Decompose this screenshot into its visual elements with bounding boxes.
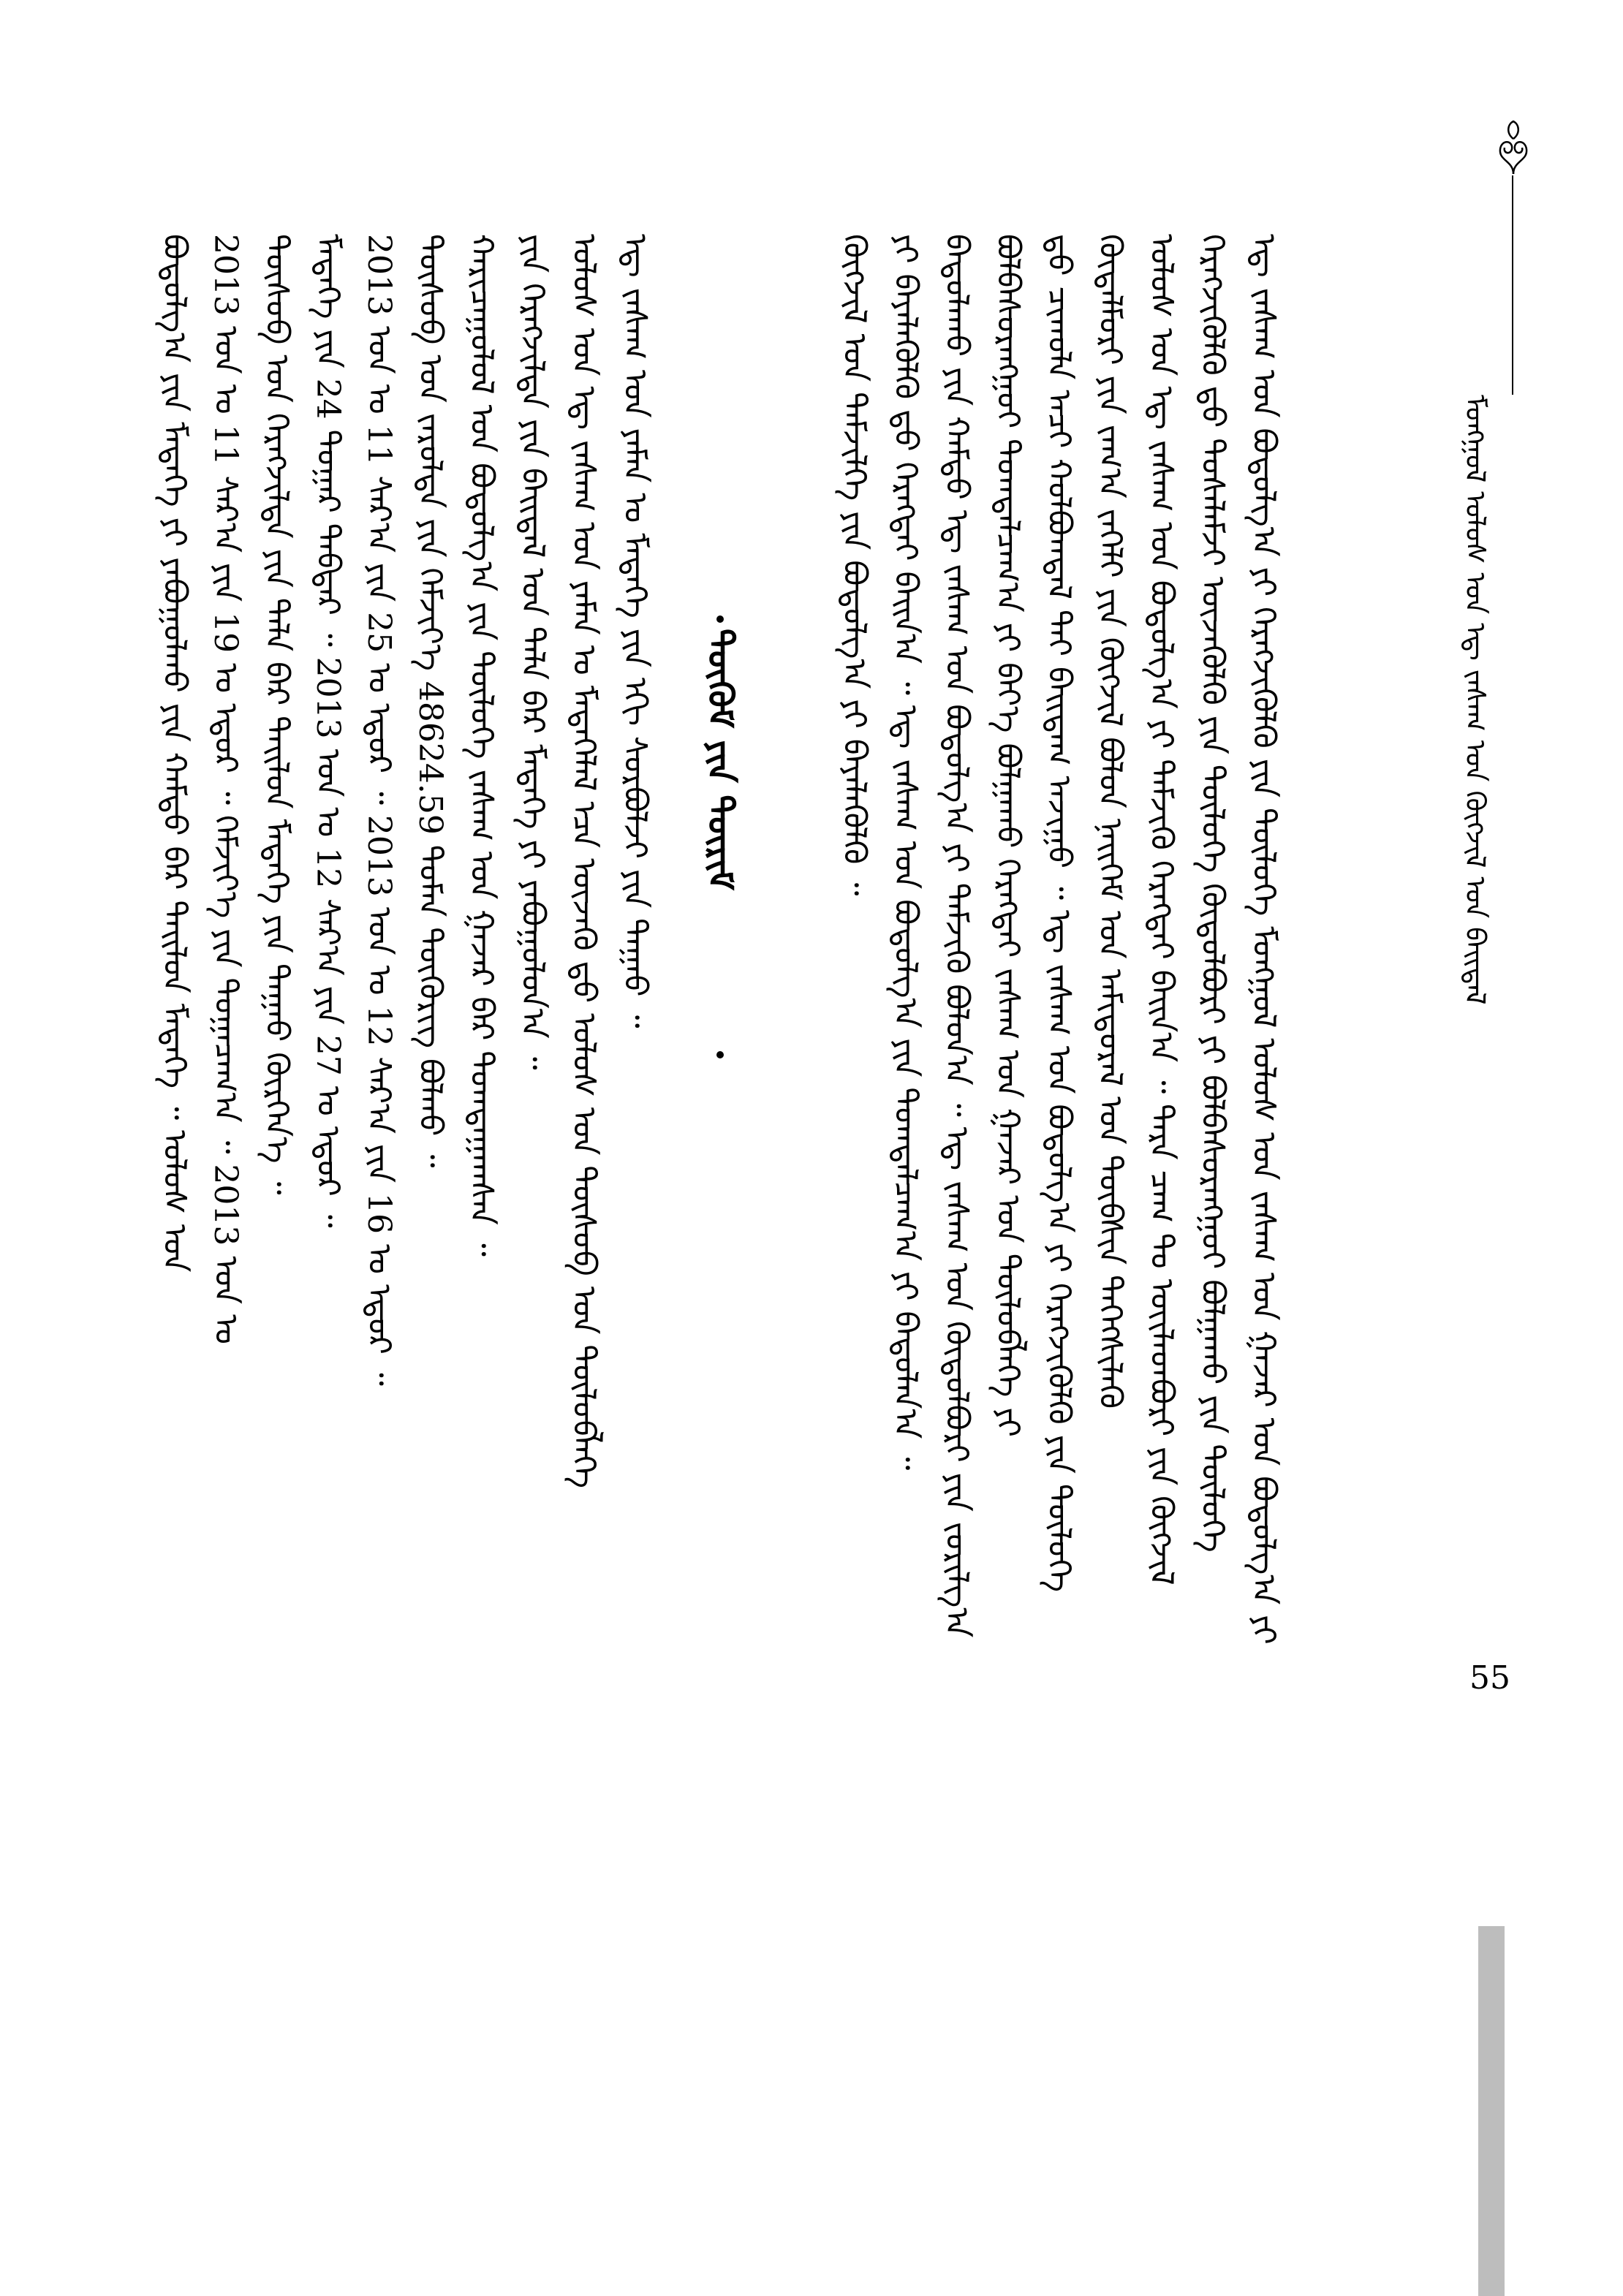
page-side-tab — [1478, 1926, 1505, 2296]
text-column: ᠳ᠋ᠤ ᠴᠢᠬᠤᠯᠠ ᠠᠴᠢ ᠬᠣᠯᠪᠣᠭᠳᠠᠯ ᠲᠠᠢ ᠪᠠᠢᠳᠠᠭ ᠠᠵᠢᠭᠤ ᠃ ᠡᠳ᠋ ᠵᠠᠰᠠᠭ ᠤᠨ ᠪᠣᠳᠣᠯᠭ᠎ᠠ ᠶᠢ ᠬᠡᠷᠡᠭᠵᠢᠭᠦᠯᠬᠦ ᠶᠢᠨ ᠲᠥᠯᠦᠭᠡ — [1040, 234, 1078, 1593]
running-header: ᠮᠣᠩᠭᠣᠯ ᠤᠯᠤᠰ ᠤᠨ ᠡᠳ᠋ ᠵᠠᠰᠠᠭ ᠤᠨ ᠬᠥᠭᠵᠢᠯ ᠤᠨ ᠪᠠᠢᠳᠠᠯ — [1459, 395, 1491, 1005]
section-bullet-bottom — [716, 1051, 724, 1058]
text-column: ᠬᠥᠭᠵᠢᠯ ᠤᠨ ᠳᠡᠮᠵᠢᠯᠭᠡ ᠶᠢᠨ ᠪᠣᠳᠣᠯᠭ᠎ᠠ ᠶᠢ ᠪᠡᠶᠡᠯᠡᠭᠦᠯᠬᠦ ᠃ — [836, 234, 873, 896]
header-ornament-icon — [1491, 117, 1535, 175]
section-text-column: ᠪᠣᠳᠣᠯᠭ᠎ᠠ ᠶᠢᠨ ᠮᠡᠳᠡᠭᠡ ᠶᠢ ᠶᠠᠪᠤᠭᠤᠯᠬᠤ ᠶᠢᠨ ᠬᠠᠮᠲᠤ ᠪᠠᠷ ᠲᠠᠢᠯᠤᠨ ᠮᠡᠳᠡᠭᠡ ᠃ ᠤᠯᠤᠰ ᠤᠨ — [156, 234, 193, 1273]
section-bullet-top — [716, 615, 724, 623]
section-text-column: ᠮᠡᠳᠡᠭᠡ ᠶᠢᠨ 24 ᠳᠤᠭᠠᠷ ᠳᠡᠪᠲᠡᠷ ᠃ 2013 ᠣᠨ ᠤ 12 ᠰᠠᠷ᠎ᠠ ᠶᠢᠨ 27 ᠤ ᠡᠳᠦᠷ ᠃ — [309, 234, 347, 1228]
section-text-column: 2013 ᠣᠨ ᠤ 11 ᠰᠠᠷ᠎ᠠ ᠶᠢᠨ 25 ᠤ ᠡᠳᠦᠷ ᠃ 2013 ᠣᠨ ᠤ 12 ᠰᠠᠷ᠎ᠠ ᠶᠢᠨ 16 ᠤ ᠡᠳᠦᠷ ᠃ — [360, 234, 398, 1386]
section-text-column: ᠡᠳ᠋ ᠵᠠᠰᠠᠭ ᠤᠨ ᠶᠠᠮᠠᠨ ᠤ ᠮᠡᠳᠡᠭᠡ ᠶᠢᠨ ᠡᠬᠢ ᠰᠤᠷᠪᠤᠯᠵᠢ ᠶᠢᠨ ᠳᠠᠭᠠᠤ ᠃ — [616, 234, 654, 1028]
text-column: ᠡᠳ᠋ ᠵᠠᠰᠠᠭ ᠤᠨ ᠪᠣᠳᠣᠯᠭ᠎ᠠ ᠶᠢ ᠬᠡᠷᠡᠭᠵᠢᠭᠦᠯᠬᠦ ᠶᠢᠨ ᠲᠥᠯᠦᠭᠡ ᠮᠣᠩᠭᠣᠯ ᠤᠯᠤᠰ ᠤᠨ ᠵᠠᠰᠠᠭ ᠤᠨ ᠭᠠᠵᠠᠷ ᠤᠨ ᠪᠣᠳᠣᠯᠭ᠎ᠠ ᠶᠢ — [1245, 234, 1282, 1645]
section-text-column: ᠶᠢᠨ ᠬᠡᠷᠡᠭᠵᠢᠯᠲᠡ ᠶᠢᠨ ᠪᠠᠢᠳᠠᠯ ᠤᠨ ᠲᠠᠯᠠ ᠪᠠᠷ ᠮᠡᠳᠡᠭᠡ ᠶᠢ ᠶᠠᠪᠤᠭᠤᠯᠤᠨ᠎ᠠ ᠃ — [514, 234, 551, 1070]
text-column: ᠶᠢ ᠪᠡᠶᠡᠯᠡᠭᠦᠯᠬᠦ ᠳ᠋ᠤ ᠬᠡᠷᠡᠭᠲᠡᠢ ᠪᠠᠢᠨ᠎ᠠ ᠃ ᠡᠳ᠋ ᠵᠠᠰᠠᠭ ᠤᠨ ᠪᠣᠳᠣᠯᠭ᠎ᠠ ᠶᠢᠨ ᠲᠣᠭᠲᠠᠯᠴᠠᠭ᠎ᠠ ᠶᠢ ᠪᠠᠲᠤᠯᠠᠨ᠎ᠠ ᠃ — [887, 234, 924, 1471]
section-text-column: ᠤᠯᠤᠰ ᠤᠨ ᠡᠳ᠋ ᠵᠠᠰᠠᠭ ᠤᠨ ᠶᠠᠮᠠᠨ ᠤ ᠮᠡᠳᠡᠭᠡᠯᠡᠯ ᠡᠴᠡ ᠦᠵᠡᠬᠦ ᠳ᠋ᠤ ᠤᠯᠤᠰ ᠤᠨ ᠲᠥᠰᠥᠪ ᠤᠨ ᠲᠥᠯᠦᠪᠯᠡᠭᠡ — [565, 234, 602, 1488]
section-text-column: ᠬᠠᠷᠢᠴᠠᠭᠤᠯᠤᠯ ᠤᠨ ᠪᠣᠳᠣᠯᠭ᠎ᠠ ᠶᠢᠨ ᠲᠥᠯᠦᠭᠡ ᠵᠠᠰᠠᠭ ᠤᠨ ᠭᠠᠵᠠᠷ ᠪᠠᠷ ᠲᠣᠭᠲᠠᠭᠠᠭᠰᠠᠨ ᠃ — [463, 234, 500, 1257]
text-column: ᠤᠯᠤᠰ ᠤᠨ ᠡᠳ᠋ ᠵᠠᠰᠠᠭ ᠤᠨ ᠪᠣᠳᠣᠯᠭ᠎ᠠ ᠶᠢ ᠳᠡᠮᠵᠢᠬᠦ ᠬᠡᠷᠡᠭᠲᠡᠢ ᠪᠠᠢᠨ᠎ᠠ ᠃ ᠲᠡᠷᠡ ᠴᠠᠭ ᠲᠤ ᠦᠢᠯᠡᠳᠪᠦᠷᠢ ᠶᠢᠨ ᠬᠥᠭᠵᠢᠯ — [1143, 234, 1180, 1585]
page-number: 55 — [1469, 1659, 1510, 1697]
text-column: ᠪᠣᠯᠪᠠᠰᠤᠷᠠᠩᠭᠤᠢ ᠲᠣᠭᠲᠠᠯᠴᠠᠭ᠎ᠠ ᠶᠢ ᠪᠡᠶ᠎ᠡ ᠪᠣᠯᠭᠠᠬᠤ ᠬᠡᠷᠡᠭᠲᠡᠢ ᠵᠠᠰᠠᠭ ᠤᠨ ᠭᠠᠵᠠᠷ ᠤᠨ ᠲᠥᠯᠦᠪᠯᠡᠭᠡ ᠶᠢ — [989, 234, 1026, 1437]
text-column: ᠪᠠᠲᠤᠯᠠᠬᠤ ᠶᠢᠨ ᠬᠠᠮᠲᠤ ᠡᠳ᠋ ᠵᠠᠰᠠᠭ ᠤᠨ ᠪᠣᠳᠣᠯᠭ᠎ᠠ ᠶᠢ ᠳᠡᠮᠵᠢᠬᠦ ᠪᠣᠯᠣᠨ᠎ᠠ ᠃ ᠡᠳ᠋ ᠵᠠᠰᠠᠭ ᠤᠨ ᠬᠥᠲᠥᠯᠪᠦᠷᠢ ᠶᠢᠨ ᠵᠣᠷᠢᠯᠭ᠎ᠠ — [938, 234, 975, 1638]
text-column: ᠬᠥᠳᠡᠯᠮᠦᠷᠢ ᠶᠢᠨ ᠵᠠᠬ᠎ᠠ ᠵᠡᠭᠡᠯᠢ ᠶᠢᠨ ᠬᠥᠭᠵᠢᠯ ᠪᠣᠯᠤᠨ ᠨᠡᠢᠭᠡᠮ ᠤᠨ ᠠᠮᠢᠳᠤᠷᠠᠯ ᠤᠨ ᠲᠥᠪᠰᠢᠨ ᠳᠡᠭᠡᠭᠰᠢᠯᠡᠬᠦ — [1092, 234, 1129, 1409]
section-text-column: 2013 ᠣᠨ ᠤ 11 ᠰᠠᠷ᠎ᠠ ᠶᠢᠨ 19 ᠤ ᠡᠳᠦᠷ ᠃ ᠬᠡᠮᠵᠢᠶ᠎ᠡ ᠶᠢᠨ ᠲᠣᠭᠠᠴᠠᠭ᠎ᠠ ᠃ 2013 ᠣᠨ ᠤ — [207, 234, 244, 1345]
header-rule — [1512, 175, 1513, 395]
section-text-column: ᠲᠥᠰᠥᠪ ᠤᠨ ᠬᠡᠷᠡᠭᠵᠢᠯᠲᠡ ᠶᠢᠨ ᠲᠠᠯᠠ ᠪᠠᠷ ᠲᠠᠢᠯᠤᠨ ᠮᠡᠳᠡᠭᠡ ᠶᠢᠨ ᠳᠠᠭᠠᠤ ᠬᠦᠷᠭᠡᠨ᠎ᠡ ᠃ — [258, 234, 295, 1195]
section-text-column: ᠲᠥᠰᠥᠪ ᠤᠨ ᠵᠠᠷᠤᠯᠲᠠ ᠶᠢᠨ ᠬᠡᠮᠵᠢᠶ᠎ᠡ 48624.59 ᠲᠤᠮᠡᠨ ᠲᠥᠭᠦᠷᠢᠭ ᠪᠣᠯᠬᠤ ᠃ — [412, 234, 449, 1168]
section-title: ᠳᠦᠭᠦᠮ ᠶᠢᠨ ᠳᠦᠷᠢᠮ — [700, 629, 741, 890]
text-column: ᠬᠡᠷᠡᠭᠵᠢᠭᠦᠯᠬᠦ ᠳ᠋ᠤ ᠲᠤᠰᠠᠯᠠᠮᠵᠢ ᠦᠵᠡᠭᠦᠯᠬᠦ ᠶᠢᠨ ᠲᠥᠯᠦᠭᠡ ᠬᠥᠲᠥᠯᠪᠦᠷᠢ ᠶᠢ ᠪᠣᠯᠪᠠᠰᠤᠷᠠᠩᠭᠤᠢ ᠪᠣᠯᠭᠠᠬᠤ ᠶᠢᠨ ᠲᠥᠯᠦᠭᠡ — [1194, 234, 1231, 1553]
